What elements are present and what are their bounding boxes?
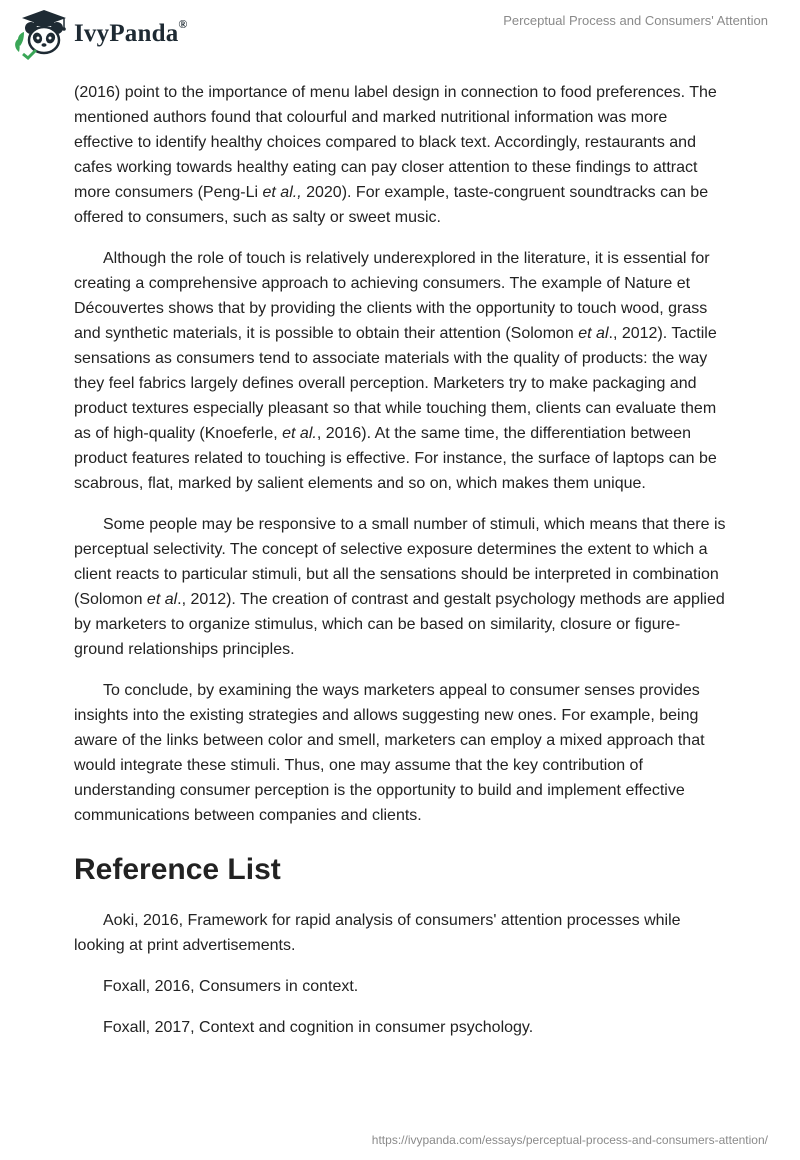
reference-item: Foxall, 2017, Context and cognition in consumer psychology. [103,1019,534,1036]
document-title: Perceptual Process and Consumers' Attention [503,13,768,28]
reference-list-heading: Reference List [74,853,281,886]
footer-source-url[interactable]: https://ivypanda.com/essays/perceptual-process-and-consumers-attention/ [371,1133,768,1147]
paragraph-3: Some people may be responsive to a small number of stimuli, which means that there is perceptual selectivity. The concept of selective exposure determines the extent to which a client reacts to particular stimuli, but all the sensations should be interpreted in combination (Solomon et al., 2012). The creation of contrast and gestalt psychology methods are applied by marketers to organize stimulus, which can be based on similarity, closure or figure-ground relationships principles. [74,516,726,658]
paragraph-1: (2016) point to the importance of menu label design in connection to food preferences. The mentioned authors found that colourful and marked nutritional information was more effective to identify healthy choices compared to black text. Accordingly, restaurants and cafes working towards healthy eating can pay closer attention to these findings to attract more consumers (Peng-Li et al., 2020). For example, taste-congruent soundtracks can be offered to consumers, such as salty or sweet music. [74,84,717,226]
essay-body [74,80,726,1056]
paragraph-4: To conclude, by examining the ways marketers appeal to consumer senses provides insights into the existing strategies and allows suggesting new ones. For example, being aware of the links between color and smell, marketers can employ a mixed approach that would integrate these stimuli. Thus, one may assume that the key contribution of understanding consumer perception is the opportunity to build and implement effective communications between companies and clients. [74,682,705,824]
registered-mark: ® [178,16,188,31]
page-header [0,0,800,70]
reference-item: Aoki, 2016, Framework for rapid analysis of consumers' attention processes while looking at print advertisements. [74,912,681,954]
panda-logo-icon [14,8,70,60]
reference-item: Foxall, 2016, Consumers in context. [103,978,359,995]
brand-logo[interactable] [14,8,188,60]
brand-name: IvyPanda® [74,16,188,47]
paragraph-2: Although the role of touch is relatively underexplored in the literature, it is essential for creating a comprehensive approach to achieving consumers. The example of Nature et Découvertes shows that by providing the clients with the opportunity to touch wood, grass and synthetic materials, it is possible to obtain their attention (Solomon et al., 2012). Tactile sensations as consumers tend to associate materials with the quality of products: the way they feel fabrics largely defines overall perception. Marketers try to make packaging and product textures especially pleasant so that while touching them, clients can evaluate them as of high-quality (Knoeferle, et al., 2016). At the same time, the differentiation between product features related to touching is effective. For instance, the surface of laptops can be scabrous, flat, marked by salient elements and so on, which makes them unique. [74,250,717,492]
